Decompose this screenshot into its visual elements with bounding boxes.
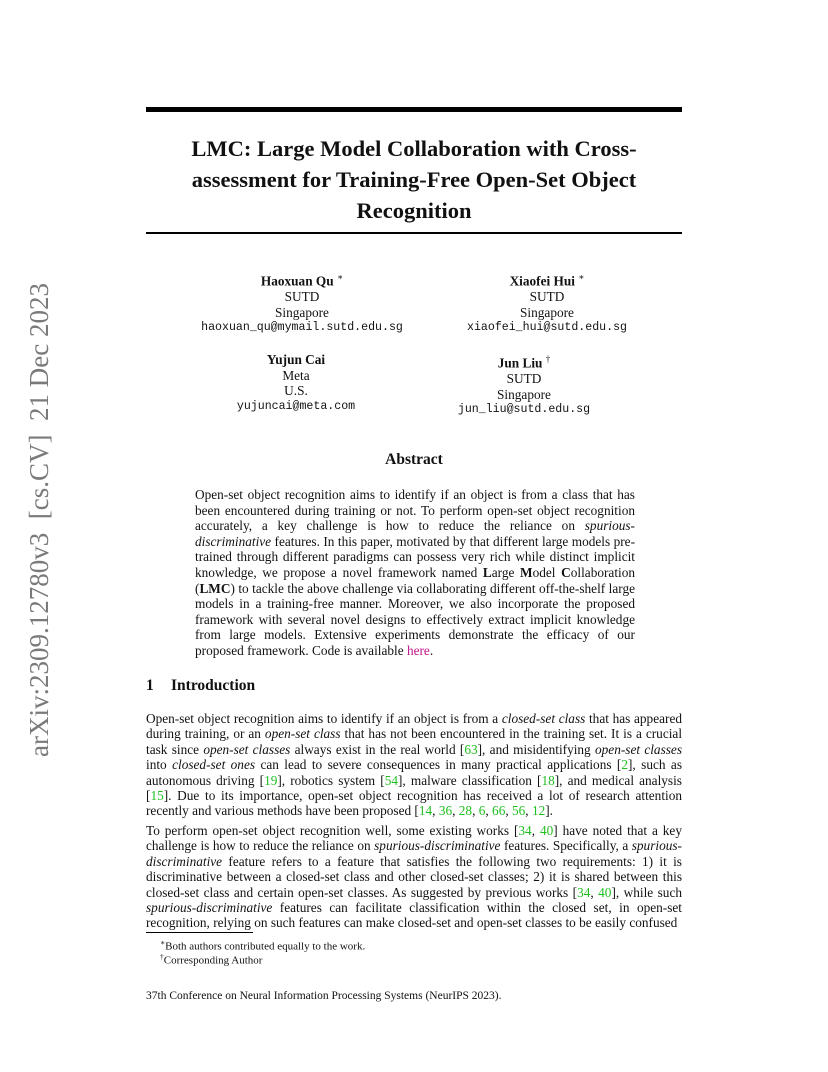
author-affiliation: Meta [282, 367, 310, 383]
citation-link[interactable]: 40 [598, 884, 612, 900]
author-email[interactable]: jun_liu@sutd.edu.sg [457, 403, 591, 417]
citation-link[interactable]: 40 [539, 823, 554, 838]
author-affiliation: SUTD [506, 371, 542, 387]
citation-link[interactable]: 63 [464, 741, 478, 757]
author-location: Singapore [275, 304, 329, 320]
section-number: 1 [146, 677, 154, 694]
author-affiliation: SUTD [284, 289, 320, 305]
citation-link[interactable]: 6 [478, 803, 486, 819]
footnote: †Corresponding Author [160, 952, 263, 967]
author-location: Singapore [520, 304, 574, 320]
citation-link[interactable]: 28 [458, 803, 473, 819]
citation-link[interactable]: 15 [150, 788, 164, 804]
citation-link[interactable]: 34 [518, 823, 532, 838]
footnote-rule [146, 932, 253, 933]
author-email[interactable]: xiaofei_hui@sutd.edu.sg [466, 321, 628, 335]
author-name: Haoxuan Qu ∗ [260, 272, 344, 289]
footnote: ∗Both authors contributed equally to the work. [160, 938, 366, 953]
paper-title: LMC: Large Model Collaboration with Cross-assessment for Training-Free Open-Set Object Recognition [191, 136, 637, 223]
citation-link[interactable]: 19 [264, 772, 278, 788]
citation-link[interactable]: 36 [438, 803, 453, 819]
abstract-heading: Abstract [385, 451, 443, 468]
author-block [172, 270, 432, 336]
author-location: U.S. [284, 383, 308, 399]
citation-link[interactable]: 66 [492, 803, 506, 819]
author-name: Yujun Cai [266, 352, 326, 367]
arxiv-identifier: arXiv:2309.12780v3 [cs.CV] 21 Dec 2023 [23, 274, 54, 757]
author-block [166, 352, 426, 414]
citation-link[interactable]: 2 [621, 757, 628, 773]
abstract-text: Open-set object recognition aims to identify if an object is from a class that has been encountered during training or not. To perform open-set object recognition accurately, a key challenge is how to reduce the reliance on spurious-discriminative features. In this paper, motivated by that different large models pre-trained through different paradigms can possess very rich while distinct implicit knowledge, we propose a novel framework named Large Model Collaboration (LMC) to tackle the above challenge via collaborating different off-the-shelf large models in a training-free manner. Moreover, we also incorporate the proposed framework with several novel designs to effectively extract implicit knowledge from large models. Extensive experiments demonstrate the efficacy of our proposed framework. Code is available here. [195, 487, 636, 658]
author-block [394, 352, 654, 418]
arxiv-sidebar [4, 274, 64, 757]
citation-link[interactable]: 56 [512, 803, 526, 819]
citation-link[interactable]: 54 [384, 772, 398, 788]
author-location: Singapore [497, 386, 551, 402]
author-name: Jun Liu † [497, 354, 551, 371]
citation-link[interactable]: 34 [577, 884, 591, 900]
author-name: Xiaofei Hui ∗ [509, 272, 585, 289]
citation-link[interactable]: 18 [541, 772, 555, 788]
citation-link[interactable]: 14 [418, 803, 433, 819]
intro-paragraph-2: To perform open-set object recognition well, some existing works [34, 40] have noted that a key challenge is how to reduce the reliance on spurious-discriminative features. Specifically, a spurious-discriminative feature refers to a feature that satisfies the following two requirements: 1) it is discriminative between a closed-set class and other closed-set classes; 2) it is shared between this closed-set class and certain open-set classes. As suggested by previous works [34, 40], while such spurious-discriminative features can facilitate classification within the closed set, in open-set recognition, relying on such features can make closed-set and open-set classes to be easily confused [146, 823, 682, 931]
conference-note: 37th Conference on Neural Information Processing Systems (NeurIPS 2023). [146, 990, 502, 1002]
intro-paragraph-1: Open-set object recognition aims to identify if an object is from a closed-set class that has appeared during training, or an open-set class that has not been encountered in the training set. It is a crucial task since open-set classes always exist in the real world [63], and misidentifying open-set classes into closed-set ones can lead to severe consequences in many practical applications [2], such as autonomous driving [19], robotics system [54], malware classification [18], and medical analysis [15]. Due to its importance, open-set object recognition has received a lot of research attention recently and various methods have been proposed [14, 36, 28, 6, 66, 56, 12]. [146, 711, 683, 819]
author-email[interactable]: haoxuan_qu@mymail.sutd.edu.sg [201, 321, 403, 335]
author-affiliation: SUTD [529, 289, 565, 305]
code-link[interactable]: here [406, 642, 430, 658]
author-email[interactable]: yujuncai@meta.com [236, 399, 356, 413]
citation-link[interactable]: 12 [531, 803, 546, 819]
section-title: Introduction [171, 677, 256, 694]
title-top-rule [146, 107, 682, 112]
author-block [417, 270, 677, 336]
title-bottom-rule [146, 232, 682, 234]
section-heading [146, 677, 255, 695]
